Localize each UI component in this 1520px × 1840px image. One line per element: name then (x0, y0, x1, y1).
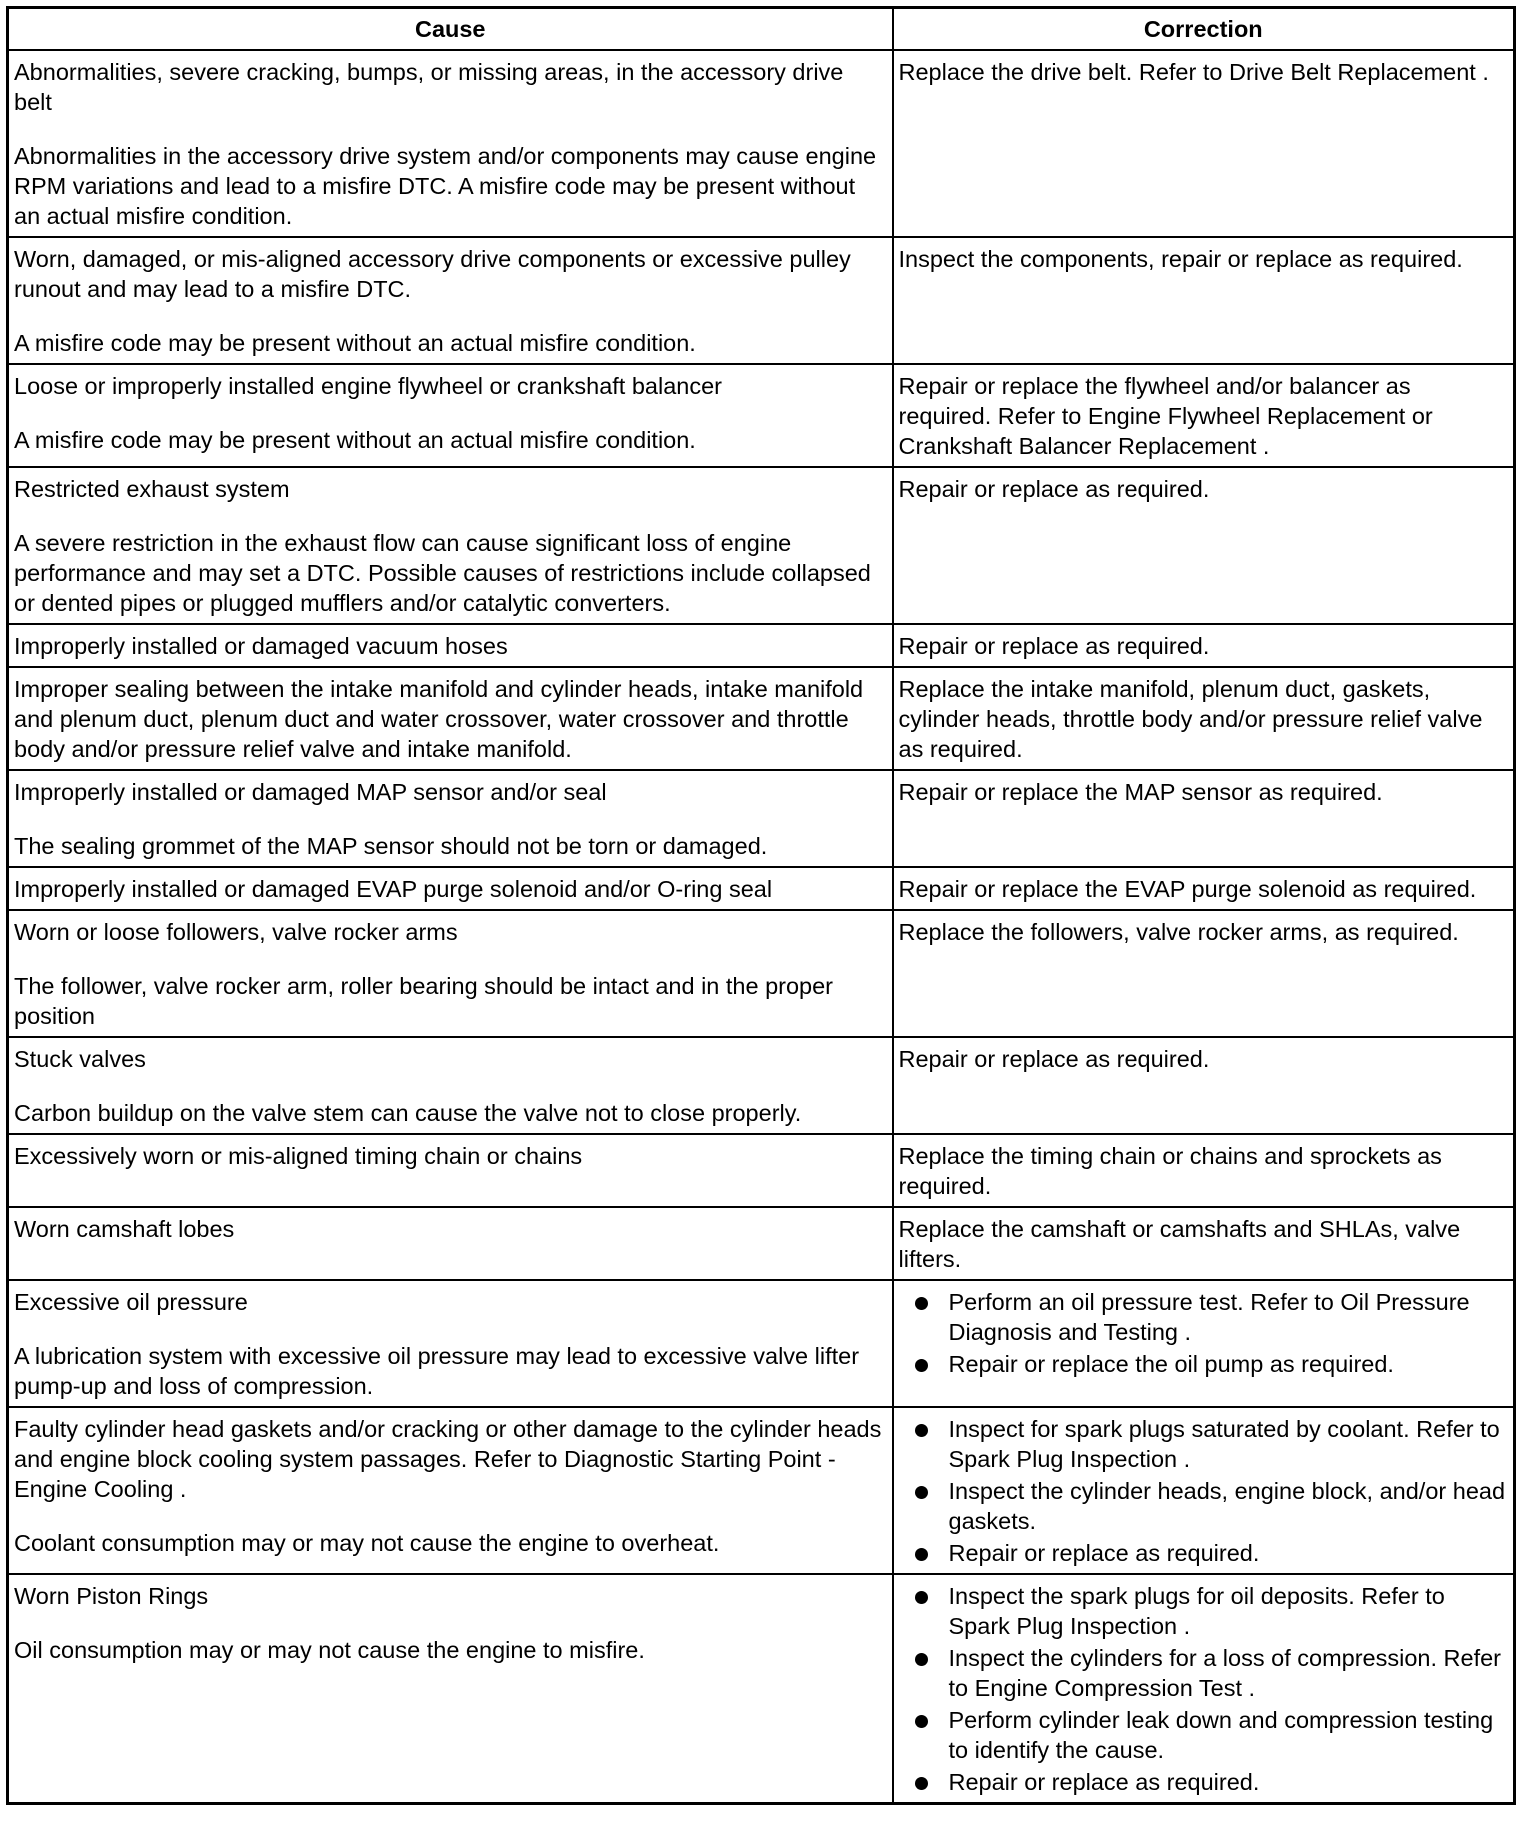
correction-bullet-item: Inspect the cylinder heads, engine block, and/or head gaskets. (899, 1476, 1509, 1536)
table-row (8, 237, 1515, 364)
correction-cell (893, 1574, 1515, 1804)
table-header-row (8, 8, 1515, 51)
correction-cell (893, 467, 1515, 624)
cause-text: Improperly installed or damaged EVAP purge solenoid and/or O-ring seal (14, 876, 773, 902)
cause-cell (8, 1037, 893, 1134)
table-row (8, 364, 1515, 467)
cause-cell (8, 867, 893, 910)
correction-cell (893, 1037, 1515, 1134)
table-row (8, 1407, 1515, 1574)
cause-cell (8, 1574, 893, 1804)
cause-cell (8, 467, 893, 624)
correction-text: Repair or replace as required. (898, 633, 1210, 659)
correction-text: Repair or replace the flywheel and/or balancer as required. Refer to Engine Flywheel Replacement or Crankshaft Balancer Replacement . (898, 373, 1433, 459)
cause-text: Worn Piston Rings (14, 1583, 209, 1609)
cause-cell (8, 1407, 893, 1574)
cause-cell (8, 1207, 893, 1280)
cause-note: The follower, valve rocker arm, roller bearing should be intact and in the proper position (14, 973, 834, 1029)
cause-cell (8, 1280, 893, 1407)
table-row (8, 1037, 1515, 1134)
correction-cell (893, 867, 1515, 910)
cause-text: Loose or improperly installed engine flywheel or crankshaft balancer (14, 373, 722, 399)
cause-text: Restricted exhaust system (14, 476, 290, 502)
correction-text: Replace the camshaft or camshafts and SHLAs, valve lifters. (898, 1216, 1461, 1272)
cause-cell (8, 910, 893, 1037)
table-row (8, 667, 1515, 770)
cause-cell (8, 237, 893, 364)
correction-text: Repair or replace as required. (898, 1046, 1210, 1072)
correction-bullet-item: Perform cylinder leak down and compression testing to identify the cause. (899, 1705, 1509, 1765)
cause-cell (8, 364, 893, 467)
table-row (8, 624, 1515, 667)
table-row (8, 867, 1515, 910)
correction-cell (893, 364, 1515, 467)
cause-note: A misfire code may be present without an actual misfire condition. (14, 330, 696, 356)
correction-cell (893, 1407, 1515, 1574)
correction-cell (893, 770, 1515, 867)
correction-cell (893, 910, 1515, 1037)
cause-note: Carbon buildup on the valve stem can cause the valve not to close properly. (14, 1100, 802, 1126)
cause-text: Stuck valves (14, 1046, 146, 1072)
cause-text: Worn or loose followers, valve rocker arms (14, 919, 458, 945)
table-row (8, 1134, 1515, 1207)
table-body (8, 50, 1515, 1804)
cause-note: Oil consumption may or may not cause the engine to misfire. (14, 1637, 645, 1663)
table-row (8, 770, 1515, 867)
cause-text: Abnormalities, severe cracking, bumps, or missing areas, in the accessory drive belt (14, 59, 844, 115)
table-row (8, 910, 1515, 1037)
correction-text: Repair or replace the EVAP purge solenoid as required. (898, 876, 1477, 902)
header-cause: Cause (8, 8, 893, 51)
correction-bullet-list (899, 1287, 1509, 1379)
correction-bullet-item: Repair or replace as required. (899, 1767, 1509, 1797)
correction-cell (893, 1280, 1515, 1407)
correction-bullet-list (899, 1414, 1509, 1568)
cause-text: Improper sealing between the intake manifold and cylinder heads, intake manifold and plenum duct, plenum duct and water crossover, water crossover and throttle body and/or pressure relief valve and intake manifold. (14, 676, 864, 762)
cause-note: Coolant consumption may or may not cause the engine to overheat. (14, 1530, 720, 1556)
table-row (8, 1574, 1515, 1804)
correction-bullet-item: Inspect for spark plugs saturated by coolant. Refer to Spark Plug Inspection . (899, 1414, 1509, 1474)
cause-text: Improperly installed or damaged vacuum hoses (14, 633, 508, 659)
cause-note: A lubrication system with excessive oil pressure may lead to excessive valve lifter pump-up and loss of compression. (14, 1343, 860, 1399)
table-row (8, 1207, 1515, 1280)
cause-correction-table (6, 6, 1516, 1805)
cause-cell (8, 667, 893, 770)
cause-cell (8, 624, 893, 667)
correction-bullet-item: Perform an oil pressure test. Refer to Oil Pressure Diagnosis and Testing . (899, 1287, 1509, 1347)
correction-text: Repair or replace as required. (898, 476, 1210, 502)
correction-cell (893, 1207, 1515, 1280)
correction-cell (893, 1134, 1515, 1207)
cause-cell (8, 1134, 893, 1207)
cause-text: Worn, damaged, or mis-aligned accessory drive components or excessive pulley runout and may lead to a misfire DTC. (14, 246, 851, 302)
correction-text: Replace the timing chain or chains and sprockets as required. (898, 1143, 1442, 1199)
cause-text: Faulty cylinder head gaskets and/or cracking or other damage to the cylinder heads and engine block cooling system passages. Refer to Diagnostic Starting Point - Engine Cooling . (14, 1416, 882, 1502)
correction-cell (893, 624, 1515, 667)
header-correction: Correction (893, 8, 1515, 51)
table-row (8, 50, 1515, 237)
correction-text: Replace the drive belt. Refer to Drive Belt Replacement . (898, 59, 1489, 85)
correction-bullet-item: Repair or replace as required. (899, 1538, 1509, 1568)
cause-text: Excessive oil pressure (14, 1289, 248, 1315)
document-page (6, 6, 1513, 1805)
table-row (8, 1280, 1515, 1407)
cause-text: Improperly installed or damaged MAP sensor and/or seal (14, 779, 607, 805)
correction-bullet-item: Repair or replace the oil pump as required. (899, 1349, 1509, 1379)
correction-bullet-list (899, 1581, 1509, 1797)
correction-text: Inspect the components, repair or replace as required. (898, 246, 1463, 272)
correction-cell (893, 667, 1515, 770)
correction-text: Replace the followers, valve rocker arms, as required. (898, 919, 1459, 945)
table-row (8, 467, 1515, 624)
cause-text: Worn camshaft lobes (14, 1216, 235, 1242)
correction-text: Repair or replace the MAP sensor as required. (898, 779, 1383, 805)
correction-bullet-item: Inspect the cylinders for a loss of compression. Refer to Engine Compression Test . (899, 1643, 1509, 1703)
correction-bullet-item: Inspect the spark plugs for oil deposits. Refer to Spark Plug Inspection . (899, 1581, 1509, 1641)
correction-cell (893, 237, 1515, 364)
cause-cell (8, 770, 893, 867)
cause-note: The sealing grommet of the MAP sensor should not be torn or damaged. (14, 833, 768, 859)
correction-text: Replace the intake manifold, plenum duct, gaskets, cylinder heads, throttle body and/or pressure relief valve as required. (898, 676, 1483, 762)
cause-note: A severe restriction in the exhaust flow can cause significant loss of engine performance and may set a DTC. Possible causes of restrictions include collapsed or dented pipes or plugged mufflers and/or catalytic converters. (14, 530, 871, 616)
cause-text: Excessively worn or mis-aligned timing chain or chains (14, 1143, 583, 1169)
cause-cell (8, 50, 893, 237)
cause-note: A misfire code may be present without an actual misfire condition. (14, 427, 696, 453)
correction-cell (893, 50, 1515, 237)
cause-note: Abnormalities in the accessory drive system and/or components may cause engine RPM variations and lead to a misfire DTC. A misfire code may be present without an actual misfire condition. (14, 143, 877, 229)
